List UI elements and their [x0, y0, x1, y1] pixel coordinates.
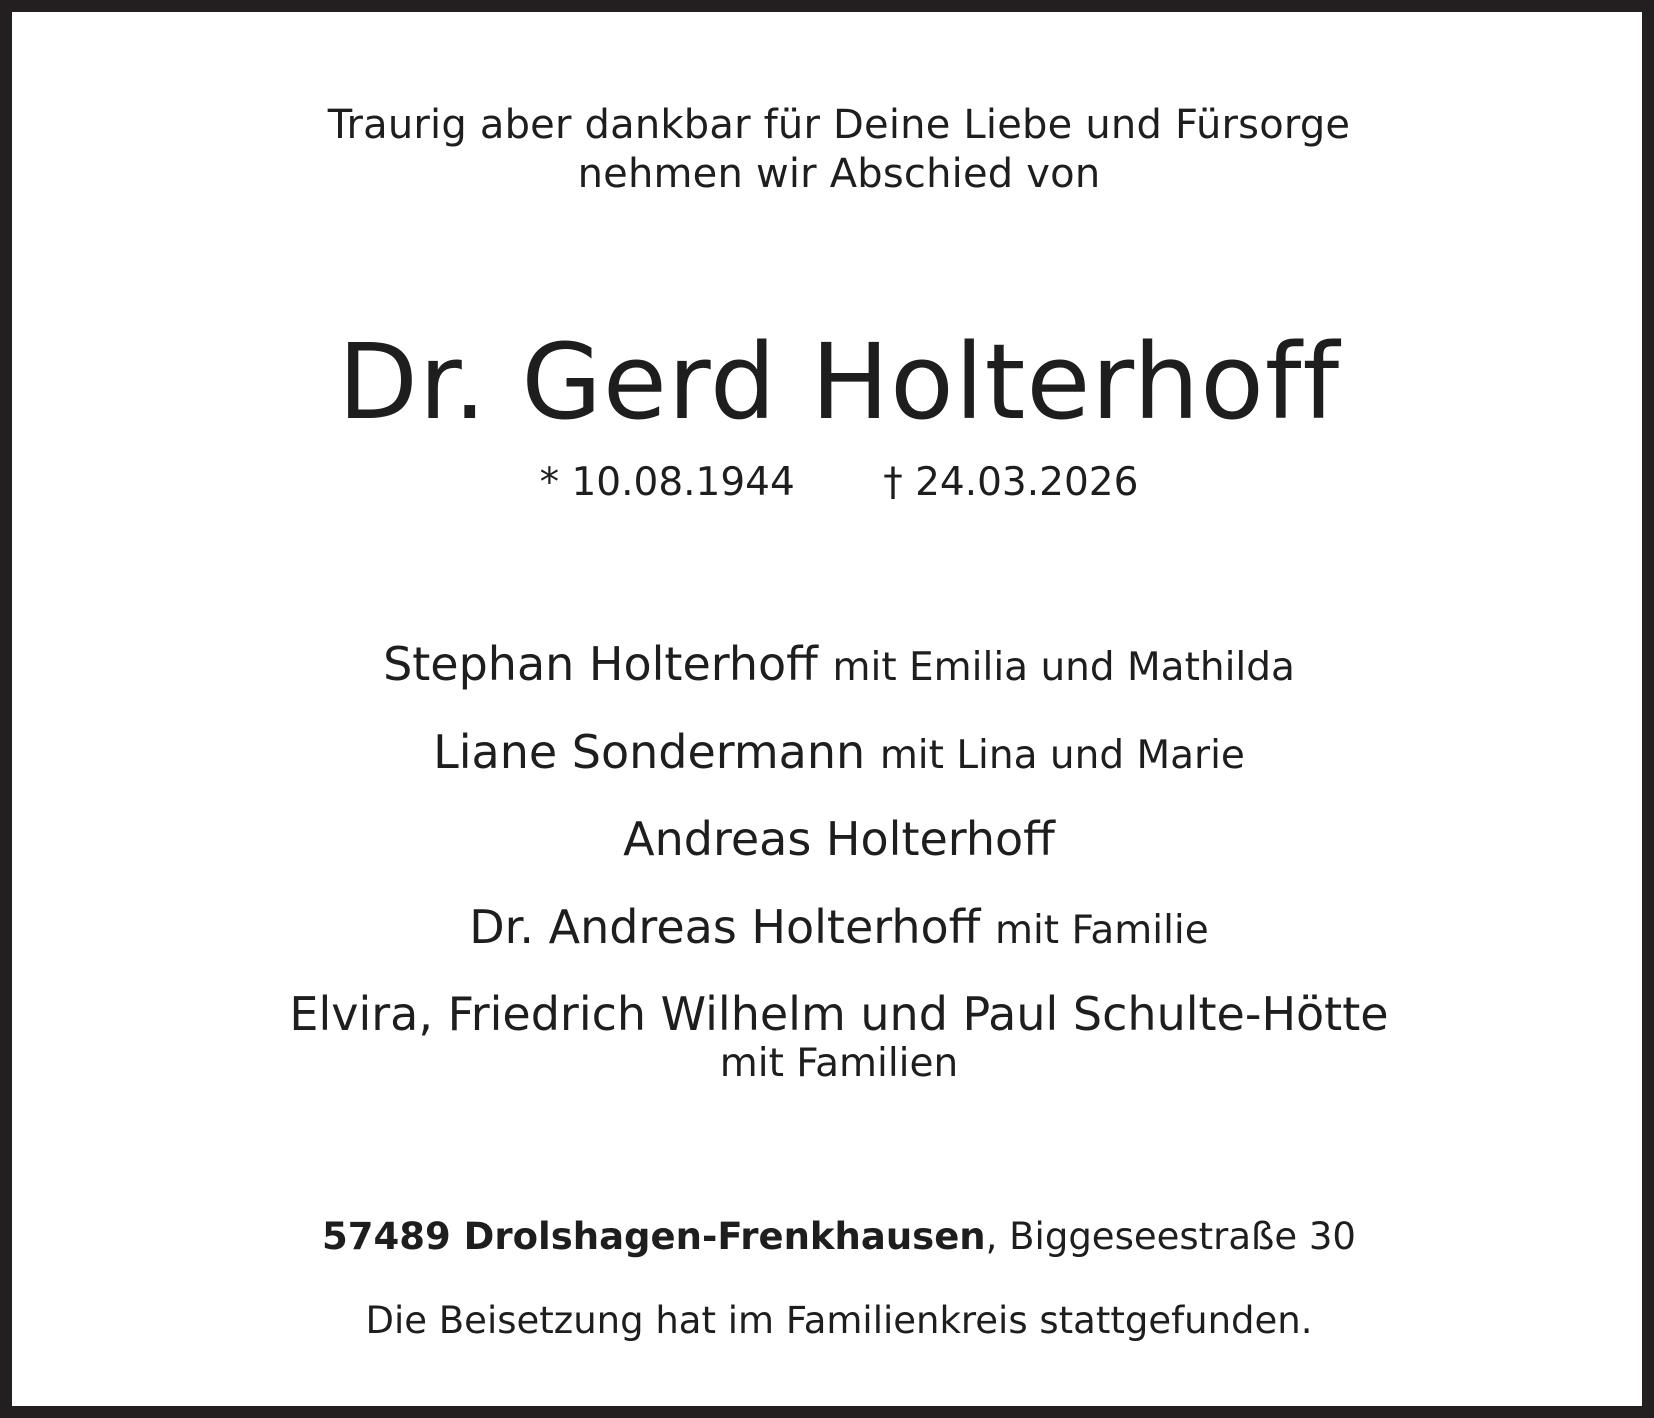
mourner-relation: mit Familien [719, 1041, 959, 1086]
death-date: † 24.03.2026 [883, 460, 1139, 505]
address [12, 1215, 1654, 1258]
life-dates [12, 460, 1654, 505]
mourner-line [12, 637, 1654, 691]
intro-line-2: nehmen wir Abschied von [577, 151, 1101, 197]
mourner-line [12, 812, 1654, 866]
mourner-relation: mit Lina und Marie [879, 733, 1245, 778]
mourner-name: Dr. Andreas Holterhoff [469, 900, 981, 954]
mourner-relation: mit Familie [994, 908, 1209, 953]
mourner-name: Stephan Holterhoff [383, 637, 818, 691]
address-city: 57489 Drolshagen-Frenkhausen [322, 1215, 986, 1258]
mourner-name: Liane Sondermann [433, 725, 866, 779]
mourner-line [12, 987, 1654, 1041]
mourner-name: Elvira, Friedrich Wilhelm und Paul Schulte-Hötte [289, 987, 1389, 1041]
intro-line-1: Traurig aber dankbar für Deine Liebe und Fürsorge [327, 102, 1351, 148]
burial-note: Die Beisetzung hat im Familienkreis stattgefunden. [365, 1299, 1313, 1342]
mourner-name: Andreas Holterhoff [623, 812, 1055, 866]
mourner-line [12, 725, 1654, 779]
mourner-relation: mit Emilia und Mathilda [832, 645, 1295, 690]
address-street: , Biggeseestraße 30 [985, 1215, 1356, 1258]
mourner-line [12, 900, 1654, 954]
deceased-name: Dr. Gerd Holterhoff [337, 321, 1341, 443]
birth-date: * 10.08.1944 [539, 460, 795, 505]
